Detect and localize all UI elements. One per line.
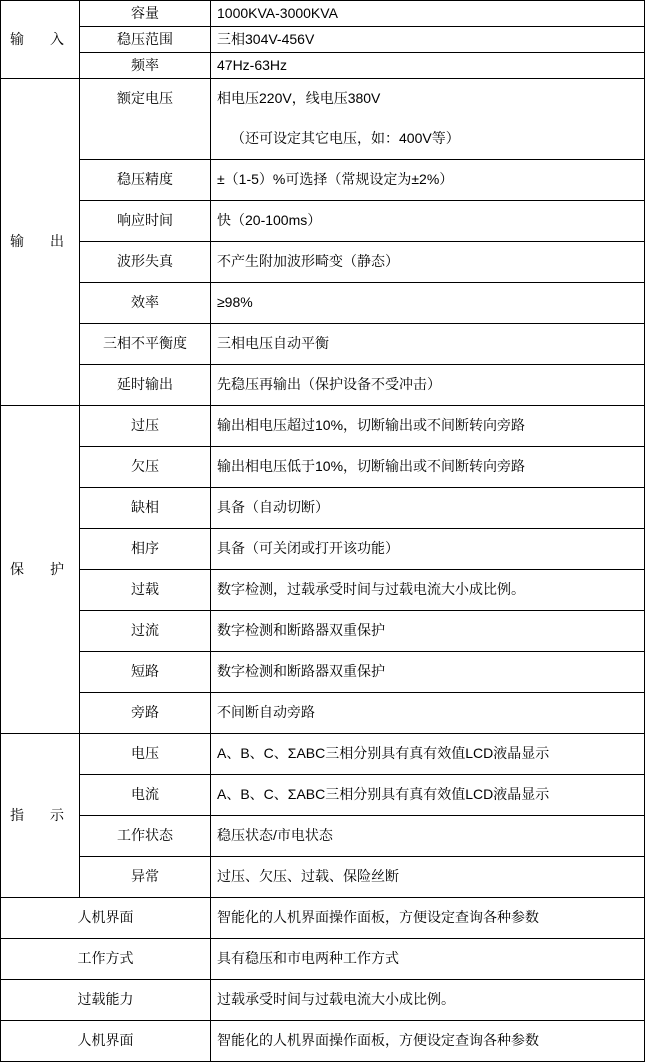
param-value: 不产生附加波形畸变（静态） — [211, 241, 645, 282]
table-row — [1, 528, 645, 569]
table-row — [1, 774, 645, 815]
param-label: 旁路 — [80, 692, 211, 733]
param-value: 输出相电压低于10%，切断输出或不间断转向旁路 — [211, 446, 645, 487]
param-label: 人机界面 — [1, 1020, 211, 1061]
param-label: 异常 — [80, 856, 211, 897]
table-row — [1, 692, 645, 733]
param-label: 容量 — [80, 1, 211, 27]
param-value: ≥98% — [211, 282, 645, 323]
param-label: 频率 — [80, 52, 211, 78]
param-value: 数字检测和断路器双重保护 — [211, 610, 645, 651]
param-value: 具备（可关闭或打开该功能） — [211, 528, 645, 569]
table-row — [1, 26, 645, 52]
table-row — [1, 78, 645, 119]
param-label: 电压 — [80, 733, 211, 774]
param-label: 欠压 — [80, 446, 211, 487]
table-row — [1, 610, 645, 651]
param-value: 1000KVA-3000KVA — [211, 1, 645, 27]
table-row — [1, 364, 645, 405]
param-value: 数字检测，过载承受时间与过载电流大小成比例。 — [211, 569, 645, 610]
table-row — [1, 651, 645, 692]
table-row — [1, 1, 645, 27]
table-row — [1, 446, 645, 487]
table-row — [1, 733, 645, 774]
param-label: 缺相 — [80, 487, 211, 528]
category-label-protection: 保 护 — [1, 405, 80, 733]
table-row — [1, 405, 645, 446]
table-row — [1, 569, 645, 610]
param-value: 过压、欠压、过载、保险丝断 — [211, 856, 645, 897]
param-value: 输出相电压超过10%，切断输出或不间断转向旁路 — [211, 405, 645, 446]
param-label: 短路 — [80, 651, 211, 692]
param-label: 过载 — [80, 569, 211, 610]
param-label: 人机界面 — [1, 897, 211, 938]
table-row — [1, 282, 645, 323]
param-value: A、B、C、ΣABC三相分别具有真有效值LCD液晶显示 — [211, 733, 645, 774]
table-row — [1, 323, 645, 364]
param-label: 相序 — [80, 528, 211, 569]
table-row — [1, 1020, 645, 1061]
param-label: 响应时间 — [80, 200, 211, 241]
param-label: 延时输出 — [80, 364, 211, 405]
param-value: 过载承受时间与过载电流大小成比例。 — [211, 979, 645, 1020]
table-row — [1, 815, 645, 856]
table-row — [1, 200, 645, 241]
param-value: 相电压220V，线电压380V — [211, 78, 645, 119]
table-row — [1, 856, 645, 897]
table-row — [1, 979, 645, 1020]
table-row — [1, 487, 645, 528]
table-row — [1, 241, 645, 282]
table-row — [1, 938, 645, 979]
category-label-indication: 指 示 — [1, 733, 80, 897]
param-label: 过载能力 — [1, 979, 211, 1020]
param-value: 三相电压自动平衡 — [211, 323, 645, 364]
param-value: 三相304V-456V — [211, 26, 645, 52]
table-row — [1, 159, 645, 200]
param-value: 具有稳压和市电两种工作方式 — [211, 938, 645, 979]
param-label: 电流 — [80, 774, 211, 815]
param-value: 数字检测和断路器双重保护 — [211, 651, 645, 692]
param-label: 波形失真 — [80, 241, 211, 282]
param-value: 不间断自动旁路 — [211, 692, 645, 733]
param-value: 先稳压再输出（保护设备不受冲击） — [211, 364, 645, 405]
table-row — [1, 119, 645, 160]
param-label: 工作状态 — [80, 815, 211, 856]
param-value-secondary: （还可设定其它电压，如：400V等） — [231, 130, 460, 147]
category-label-output: 输 出 — [1, 78, 80, 405]
param-label: 工作方式 — [1, 938, 211, 979]
param-label: 稳压精度 — [80, 159, 211, 200]
param-label: 额定电压 — [80, 78, 211, 119]
table-row — [1, 897, 645, 938]
param-value: 具备（自动切断） — [211, 487, 645, 528]
param-label: 三相不平衡度 — [80, 323, 211, 364]
param-value: A、B、C、ΣABC三相分别具有真有效值LCD液晶显示 — [211, 774, 645, 815]
param-value: 智能化的人机界面操作面板，方便设定查询各种参数 — [211, 897, 645, 938]
param-label: 效率 — [80, 282, 211, 323]
category-label-input: 输 入 — [1, 1, 80, 79]
param-value: 47Hz-63Hz — [211, 52, 645, 78]
param-label: 过流 — [80, 610, 211, 651]
param-value: 稳压状态/市电状态 — [211, 815, 645, 856]
param-value: ±（1-5）%可选择（常规设定为±2%） — [211, 159, 645, 200]
param-value: 快（20-100ms） — [211, 200, 645, 241]
param-label: 过压 — [80, 405, 211, 446]
param-value-line2 — [211, 119, 645, 160]
table-row — [1, 52, 645, 78]
param-label-continuation — [80, 119, 211, 160]
param-value: 智能化的人机界面操作面板，方便设定查询各种参数 — [211, 1020, 645, 1061]
param-label: 稳压范围 — [80, 26, 211, 52]
